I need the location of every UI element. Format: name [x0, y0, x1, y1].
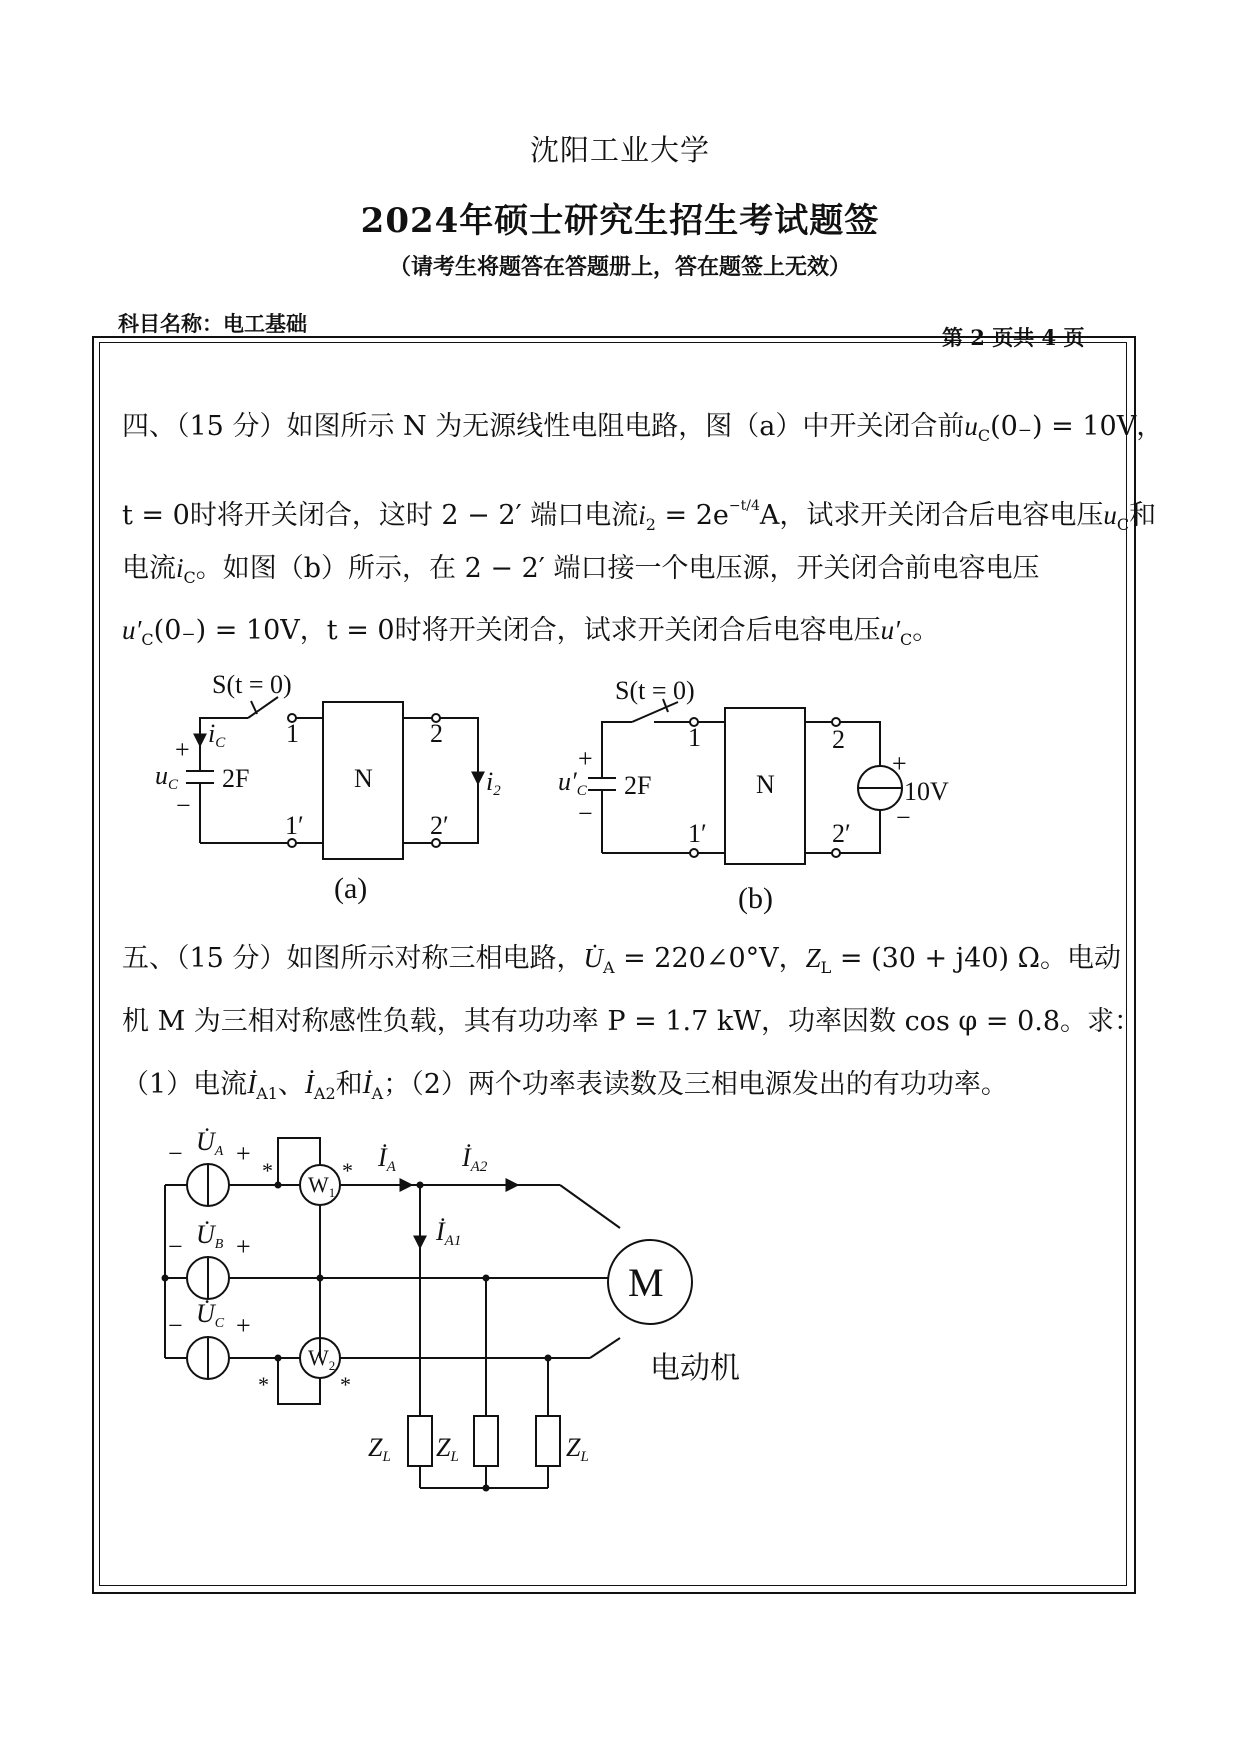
fig-a-terminal-1p: [288, 839, 296, 847]
q5-wire-c-motor: [590, 1338, 620, 1358]
q5-motor-caption: 电动机: [650, 1352, 740, 1385]
q5-node-w2: [275, 1355, 282, 1362]
q5-w2-label: $W_2$: [308, 1345, 336, 1373]
q5-src-c-plus: +: [236, 1311, 251, 1340]
q4-line-1: 四、（15 分）如图所示 N 为无源线性电阻电路，图（a）中开关闭合前$u_C(0_-) = 10V$，: [122, 411, 1164, 445]
fig-a-switch-marker: [251, 701, 257, 714]
q5-wire-a-motor: [560, 1185, 620, 1228]
fig-b-box-label: N: [756, 770, 775, 799]
fig-b-uc-label: u′C: [558, 767, 587, 799]
fig-b-minus: −: [578, 799, 593, 828]
fig-a-node-2p: 2′: [430, 811, 449, 840]
fig-b-plus: +: [578, 744, 593, 773]
q5-line-1: 五、（15 分）如图所示对称三相电路，$U̇_A$ = 220∠0°V，$Z_L = (30 + j40)$ Ω。电动: [122, 943, 1121, 977]
subject-name: 科目名称：电工基础: [118, 311, 307, 336]
q5-node-c: [545, 1355, 552, 1362]
fig-a-minus: −: [176, 791, 191, 820]
q5-w1-star-left: *: [262, 1158, 273, 1183]
q5-src-b-plus: +: [236, 1232, 251, 1261]
fig-b-switch-blade: [632, 702, 678, 722]
q5-w2-star-right: *: [340, 1372, 351, 1397]
fig-b-switch-label: S(t = 0): [615, 676, 695, 705]
q5-zl-c: [536, 1416, 560, 1466]
page-info: 第 2 页共 4 页: [942, 325, 1085, 350]
fig-a-uc-label: uC: [155, 761, 179, 793]
q4-line-4: $u'_C(0_-) = 10V$，t = 0时将开关闭合，试求开关闭合后电容电压$u'_C$。: [122, 615, 940, 649]
q5-src-c-minus: −: [168, 1311, 183, 1340]
fig-b-wire-top-left: [602, 722, 632, 778]
fig-b-node-1p: 1′: [688, 819, 707, 848]
q5-node-neutral: [483, 1485, 490, 1492]
q5-line-3: （1）电流$İ_{A1}$、$İ_{A2}$和$İ_A$；（2）两个功率表读数及三相电源发出的有功功率。: [122, 1069, 1008, 1103]
q5-zl-a: [408, 1416, 432, 1466]
q5-zl-b-label: ZL: [436, 1433, 459, 1465]
q5-src-a-label: U̇A: [196, 1127, 224, 1159]
fig-a-terminal-2p: [432, 839, 440, 847]
fig-a-cap-label: 2F: [222, 764, 250, 793]
exam-title: 2024年硕士研究生招生考试题签: [360, 201, 880, 241]
university-name: 沈阳工业大学: [529, 133, 710, 167]
fig-a-switch-label: S(t = 0): [212, 670, 292, 699]
fig-a-node-1: 1: [286, 719, 299, 748]
q5-src-b-label: U̇B: [196, 1220, 224, 1252]
q5-line-2: 机 M 为三相对称感性负载，其有功功率 P = 1.7 kW，功率因数 cos φ = 0.8。求：: [122, 1006, 1142, 1037]
q5-src-b-minus: −: [168, 1232, 183, 1261]
q5-src-a-plus: +: [236, 1139, 251, 1168]
q5-src-c-label: U̇C: [196, 1299, 225, 1331]
q5-node-b-w: [317, 1275, 324, 1282]
q5-node-b-left: [162, 1275, 169, 1282]
q5-node-w1: [275, 1182, 282, 1189]
q5-ia-label: İA: [378, 1143, 396, 1175]
q5-node-a: [417, 1182, 424, 1189]
q5-w1-star-right: *: [342, 1158, 353, 1183]
q5-ia1-label: İA1: [436, 1217, 462, 1249]
q5-motor-label: M: [628, 1260, 664, 1305]
fig-a-i2-label: i2: [486, 767, 501, 799]
fig-b-wire-right-top: [840, 722, 880, 766]
fig-a-box-label: N: [354, 764, 373, 793]
fig-a-node-1p: 1′: [285, 811, 304, 840]
fig-b-terminal-1p: [690, 849, 698, 857]
fig-b-node-1: 1: [688, 723, 701, 752]
fig-b-src-minus: −: [896, 803, 911, 832]
q4-line-3: 电流$i_C$。如图（b）所示，在 2 − 2′ 端口接一个电压源，开关闭合前电容电压: [122, 553, 1040, 587]
q5-zl-b: [474, 1416, 498, 1466]
fig-a-node-2: 2: [430, 719, 443, 748]
q5-src-a-minus: −: [168, 1139, 183, 1168]
fig-a-switch-blade: [248, 697, 278, 718]
q5-node-b: [483, 1275, 490, 1282]
fig-a-plus: +: [175, 735, 190, 764]
fig-b-terminal-2p: [832, 849, 840, 857]
q5-w1-label: $W_1$: [308, 1172, 336, 1200]
q5-zl-a-label: ZL: [368, 1433, 391, 1465]
q4-line-2: t = 0时将开关闭合，这时 2 − 2′ 端口电流$i_2 = 2e^{-t/4}A$，试求开关闭合后电容电压$u_C$和: [122, 498, 1157, 534]
fig-b-src-value: 10V: [904, 777, 949, 806]
fig-b-src-plus: +: [892, 749, 907, 778]
fig-b-node-2p: 2′: [832, 819, 851, 848]
fig-a-caption: (a): [334, 872, 368, 905]
fig-b-node-2: 2: [832, 725, 845, 754]
fig-b-caption: (b): [738, 882, 773, 915]
q5-ia2-label: İA2: [462, 1143, 488, 1175]
fig-a-ic-label: iC: [208, 719, 226, 751]
fig-b-cap-label: 2F: [624, 771, 652, 800]
q5-zl-c-label: ZL: [566, 1433, 589, 1465]
q5-w2-star-left: *: [258, 1372, 269, 1397]
exam-note: （请考生将题答在答题册上，答在题签上无效）: [388, 254, 851, 280]
